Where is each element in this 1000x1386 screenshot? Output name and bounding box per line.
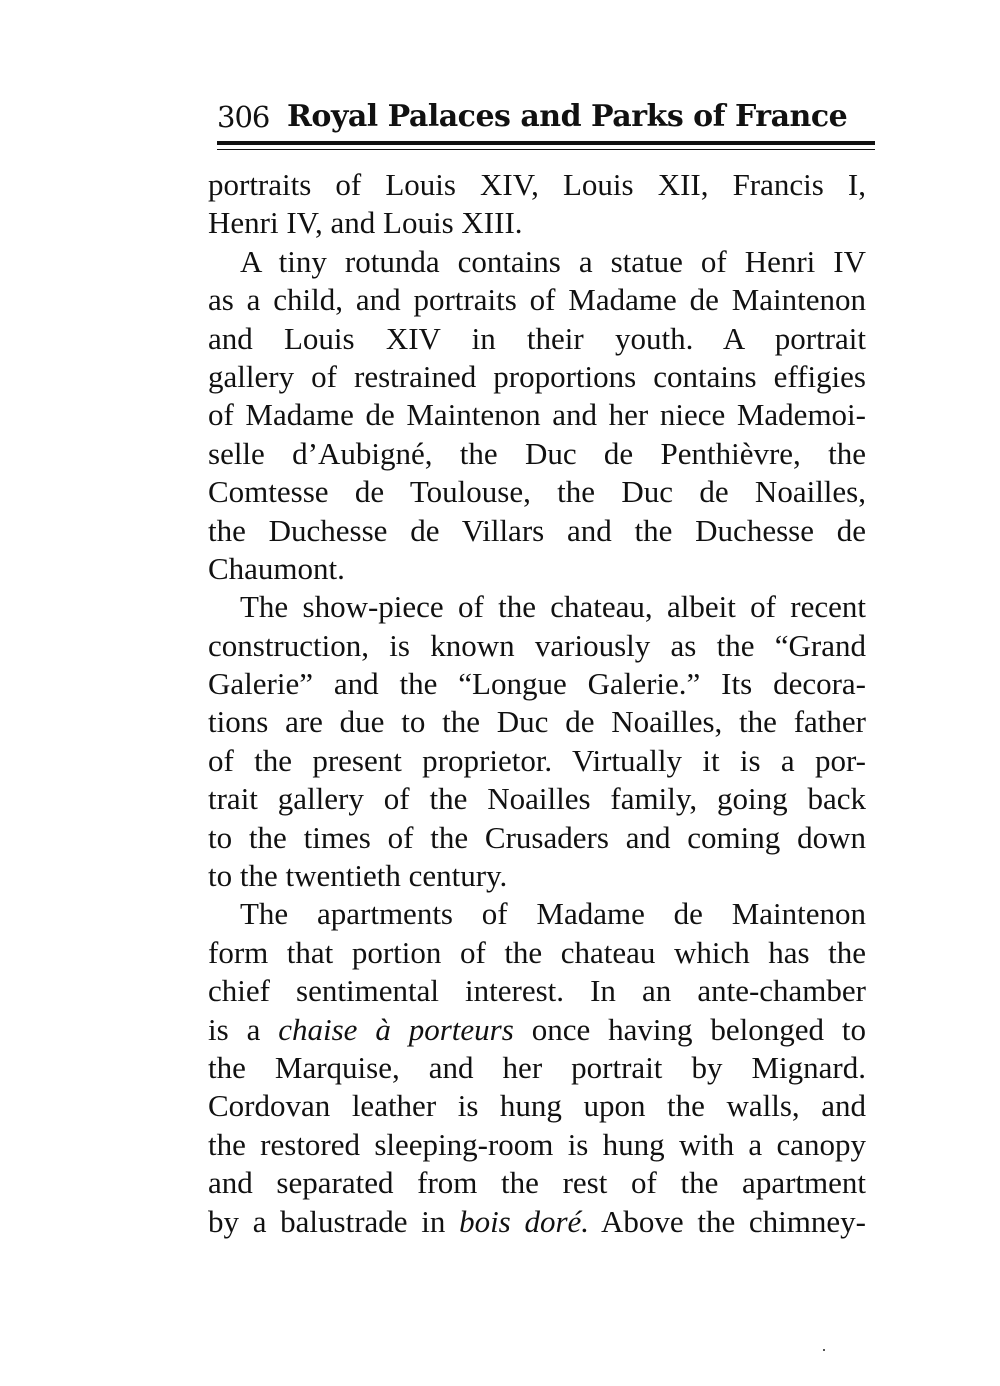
text-line: and Louis XIV in their youth. A portrait <box>208 320 866 356</box>
text-line: the Duchesse de Villars and the Duchesse de <box>208 512 866 548</box>
text-line: as a child, and portraits of Madame de Maintenon <box>208 282 866 318</box>
italic-phrase: bois doré. <box>459 1203 590 1239</box>
text-line: Henri IV, and Louis XIII. <box>208 205 523 241</box>
text-line: Chaumont. <box>208 550 345 586</box>
text-run: by a balustrade in <box>208 1203 460 1239</box>
page-header <box>217 97 875 137</box>
paragraph-2 <box>208 243 866 589</box>
scan-speck <box>823 1349 825 1351</box>
text-line: construction, is known variously as the “Grand <box>208 627 866 663</box>
italic-phrase: chaise à porteurs <box>278 1011 514 1047</box>
body-text <box>208 166 866 1241</box>
text-line: form that portion of the chateau which has the <box>208 934 866 970</box>
text-line: of the present proprietor. Virtually it is a por- <box>208 742 866 778</box>
text-run: once having belonged to <box>513 1011 867 1047</box>
text-line: selle d’Aubigné, the Duc de Penthièvre, the <box>208 435 866 471</box>
text-line: portraits of Louis XIV, Louis XII, Francis I, <box>208 167 866 202</box>
text-run: Above the chimney- <box>589 1203 866 1239</box>
text-line: Comtesse de Toulouse, the Duc de Noailles, <box>208 474 866 510</box>
text-line: Cordovan leather is hung upon the walls, and <box>208 1088 866 1124</box>
text-run: is a <box>208 1011 279 1047</box>
text-line: The apartments of Madame de Maintenon <box>240 896 866 932</box>
text-line-with-italic <box>208 1011 866 1049</box>
text-line: of Madame de Maintenon and her niece Mademoi- <box>208 397 866 433</box>
header-rule-thin <box>217 149 875 150</box>
header-rule-thick <box>217 141 875 145</box>
text-line: the restored sleeping-room is hung with a canopy <box>208 1126 866 1162</box>
paragraph-4 <box>208 895 866 1241</box>
text-line: Galerie” and the “Longue Galerie.” Its decora- <box>208 666 866 702</box>
text-line: the Marquise, and her portrait by Mignard. <box>208 1049 866 1085</box>
text-line: The show-piece of the chateau, albeit of recent <box>240 589 866 625</box>
paragraph-3 <box>208 588 866 895</box>
text-line: trait gallery of the Noailles family, going back <box>208 781 866 817</box>
running-title: Royal Palaces and Parks of France <box>287 99 848 134</box>
text-line: gallery of restrained proportions contains effigies <box>208 358 866 394</box>
text-line: A tiny rotunda contains a statue of Henri IV <box>240 243 866 279</box>
text-line: tions are due to the Duc de Noailles, the father <box>208 704 866 740</box>
text-line: to the times of the Crusaders and coming down <box>208 819 866 855</box>
paragraph-1 <box>208 166 866 243</box>
page-number: 306 <box>217 100 270 134</box>
text-line: to the twentieth century. <box>208 858 508 894</box>
text-line: chief sentimental interest. In an ante-chamber <box>208 973 866 1009</box>
text-line-with-italic <box>208 1203 866 1241</box>
text-line: and separated from the rest of the apartment <box>208 1165 866 1201</box>
